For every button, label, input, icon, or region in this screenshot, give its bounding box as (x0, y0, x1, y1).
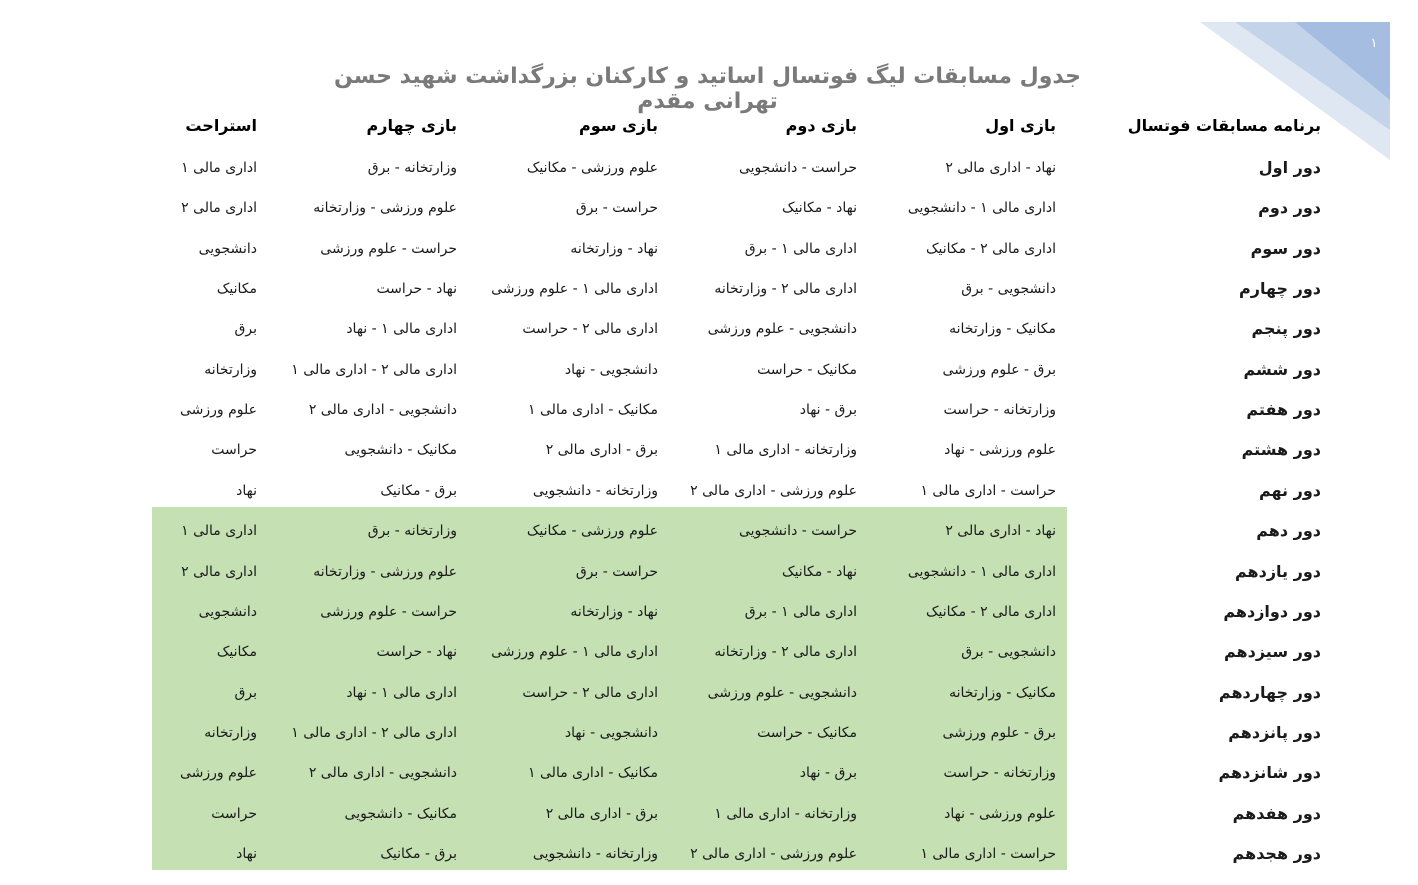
game4-cell: نهاد - حراست (376, 644, 457, 661)
game1-cell: حراست - اداری مالی ۱ (920, 482, 1056, 499)
round-cell: دور شانزدهم (1218, 763, 1321, 783)
round-cell: دور سوم (1250, 238, 1321, 258)
game2-cell: نهاد - مکانیک (782, 563, 857, 580)
header-game4: بازی چهارم (366, 116, 457, 135)
game1-cell: علوم ورزشی - نهاد (944, 442, 1056, 459)
game2-cell: مکانیک - حراست (757, 724, 857, 741)
game3-cell: علوم ورزشی - مکانیک (526, 523, 658, 540)
game3-cell: وزارتخانه - دانشجویی (532, 846, 658, 862)
game1-cell: نهاد - اداری مالی ۲ (945, 160, 1056, 176)
game1-cell: مکانیک - وزارتخانه (949, 321, 1056, 338)
game3-cell: اداری مالی ۱ - علوم ورزشی (491, 644, 658, 661)
table-row (0, 271, 1418, 307)
game4-cell: علوم ورزشی - وزارتخانه (313, 563, 457, 580)
game2-cell: وزارتخانه - اداری مالی ۱ (714, 442, 857, 459)
game1-cell: اداری مالی ۲ - مکانیک (926, 240, 1056, 257)
game2-cell: اداری مالی ۲ - وزارتخانه (714, 281, 857, 298)
game2-cell: علوم ورزشی - اداری مالی ۲ (690, 846, 857, 862)
game1-cell: وزارتخانه - حراست (943, 765, 1056, 782)
game4-cell: نهاد - حراست (376, 281, 457, 298)
table-row (0, 190, 1418, 226)
game4-cell: اداری مالی ۲ - اداری مالی ۱ (291, 724, 457, 741)
game3-cell: نهاد - وزارتخانه (570, 240, 658, 257)
round-cell: دور هفدهم (1232, 803, 1321, 823)
rest-cell: اداری مالی ۲ (181, 200, 257, 217)
rest-cell: دانشجویی (198, 240, 257, 257)
game4-cell: برق - مکانیک (380, 846, 457, 862)
game2-cell: برق - نهاد (799, 765, 857, 782)
game2-cell: حراست - دانشجویی (738, 160, 857, 176)
round-cell: دور هفتم (1246, 400, 1321, 420)
game4-cell: علوم ورزشی - وزارتخانه (313, 200, 457, 217)
rest-cell: وزارتخانه (204, 724, 257, 741)
round-cell: دور چهارم (1239, 279, 1321, 299)
game3-cell: وزارتخانه - دانشجویی (532, 482, 658, 499)
game3-cell: نهاد - وزارتخانه (570, 603, 658, 620)
game3-cell: برق - اداری مالی ۲ (545, 442, 658, 459)
game3-cell: دانشجویی - نهاد (564, 361, 658, 378)
game1-cell: اداری مالی ۲ - مکانیک (926, 603, 1056, 620)
header-game3: بازی سوم (579, 116, 658, 135)
game2-cell: علوم ورزشی - اداری مالی ۲ (690, 482, 857, 499)
rest-cell: علوم ورزشی (179, 765, 257, 782)
table-row (0, 150, 1418, 186)
game3-cell: مکانیک - اداری مالی ۱ (528, 765, 658, 782)
round-cell: دور هجدهم (1232, 844, 1321, 863)
game1-cell: حراست - اداری مالی ۱ (920, 846, 1056, 862)
header-round: برنامه مسابقات فوتسال (1127, 116, 1321, 135)
game4-cell: وزارتخانه - برق (367, 523, 457, 540)
table-header-row (0, 108, 1418, 144)
round-cell: دور اول (1258, 158, 1321, 177)
game4-cell: وزارتخانه - برق (367, 160, 457, 176)
rest-cell: نهاد (236, 482, 257, 499)
game1-cell: مکانیک - وزارتخانه (949, 684, 1056, 701)
round-cell: دور دوم (1258, 198, 1321, 218)
page-title: جدول مسابقات لیگ فوتسال اساتید و کارکنان بزرگداشت شهید حسن تهرانی مقدم (333, 64, 1081, 114)
round-cell: دور ششم (1243, 359, 1321, 379)
game3-cell: مکانیک - اداری مالی ۱ (528, 402, 658, 419)
game3-cell: دانشجویی - نهاد (564, 724, 658, 741)
game4-cell: دانشجویی - اداری مالی ۲ (308, 402, 457, 419)
rest-cell: نهاد (236, 846, 257, 862)
game2-cell: مکانیک - حراست (757, 361, 857, 378)
round-cell: دور چهاردهم (1218, 682, 1321, 702)
rest-cell: اداری مالی ۱ (181, 160, 257, 176)
round-cell: دور دوازدهم (1223, 601, 1321, 621)
round-cell: دور سیزدهم (1223, 642, 1321, 662)
game3-cell: اداری مالی ۲ - حراست (522, 684, 658, 701)
game3-cell: علوم ورزشی - مکانیک (526, 160, 658, 176)
game2-cell: دانشجویی - علوم ورزشی (707, 321, 857, 338)
game2-cell: نهاد - مکانیک (782, 200, 857, 217)
game1-cell: برق - علوم ورزشی (942, 361, 1056, 378)
rest-cell: وزارتخانه (204, 361, 257, 378)
table-row (0, 311, 1418, 347)
round-cell: دور نهم (1258, 480, 1321, 500)
game1-cell: برق - علوم ورزشی (942, 724, 1056, 741)
round-cell: دور پانزدهم (1228, 722, 1321, 742)
round-cell: دور هشتم (1241, 440, 1321, 460)
game1-cell: نهاد - اداری مالی ۲ (945, 523, 1056, 540)
table-row (0, 432, 1418, 468)
game2-cell: اداری مالی ۲ - وزارتخانه (714, 644, 857, 661)
rest-cell: حراست (211, 805, 257, 822)
game1-cell: علوم ورزشی - نهاد (944, 805, 1056, 822)
game1-cell: وزارتخانه - حراست (943, 402, 1056, 419)
table-row (0, 231, 1418, 267)
game3-cell: برق - اداری مالی ۲ (545, 805, 658, 822)
game4-cell: مکانیک - دانشجویی (344, 442, 457, 459)
game4-cell: اداری مالی ۲ - اداری مالی ۱ (291, 361, 457, 378)
round-cell: دور پنجم (1251, 319, 1321, 339)
header-game1: بازی اول (985, 116, 1056, 135)
game3-cell: حراست - برق (575, 200, 658, 217)
table-row (0, 836, 1418, 872)
table-row (0, 675, 1418, 711)
table-row (0, 513, 1418, 549)
game4-cell: حراست - علوم ورزشی (320, 240, 457, 257)
game3-cell: اداری مالی ۲ - حراست (522, 321, 658, 338)
rest-cell: اداری مالی ۱ (181, 523, 257, 540)
rest-cell: برق (234, 684, 257, 701)
rest-cell: مکانیک (216, 281, 257, 298)
table-row (0, 755, 1418, 791)
table-row (0, 594, 1418, 630)
game2-cell: حراست - دانشجویی (738, 523, 857, 540)
rest-cell: برق (234, 321, 257, 338)
game4-cell: دانشجویی - اداری مالی ۲ (308, 765, 457, 782)
table-row (0, 554, 1418, 590)
game1-cell: دانشجویی - برق (961, 281, 1056, 298)
page-number: ۱ (1370, 36, 1378, 51)
table-row (0, 392, 1418, 428)
table-row (0, 715, 1418, 751)
table-row (0, 473, 1418, 509)
game2-cell: دانشجویی - علوم ورزشی (707, 684, 857, 701)
game1-cell: اداری مالی ۱ - دانشجویی (907, 200, 1056, 217)
game3-cell: اداری مالی ۱ - علوم ورزشی (491, 281, 658, 298)
rest-cell: مکانیک (216, 644, 257, 661)
header-game2: بازی دوم (785, 116, 857, 135)
game4-cell: اداری مالی ۱ - نهاد (346, 684, 457, 701)
game2-cell: وزارتخانه - اداری مالی ۱ (714, 805, 857, 822)
game1-cell: اداری مالی ۱ - دانشجویی (907, 563, 1056, 580)
round-cell: دور یازدهم (1234, 561, 1321, 581)
game3-cell: حراست - برق (575, 563, 658, 580)
game1-cell: دانشجویی - برق (961, 644, 1056, 661)
game4-cell: برق - مکانیک (380, 482, 457, 499)
game4-cell: مکانیک - دانشجویی (344, 805, 457, 822)
header-rest: استراحت (185, 116, 257, 135)
rest-cell: اداری مالی ۲ (181, 563, 257, 580)
game4-cell: حراست - علوم ورزشی (320, 603, 457, 620)
rest-cell: علوم ورزشی (179, 402, 257, 419)
table-row (0, 796, 1418, 832)
game2-cell: اداری مالی ۱ - برق (744, 603, 857, 620)
game2-cell: اداری مالی ۱ - برق (744, 240, 857, 257)
table-row (0, 634, 1418, 670)
game2-cell: برق - نهاد (799, 402, 857, 419)
table-row (0, 352, 1418, 388)
rest-cell: حراست (211, 442, 257, 459)
game4-cell: اداری مالی ۱ - نهاد (346, 321, 457, 338)
rest-cell: دانشجویی (198, 603, 257, 620)
round-cell: دور دهم (1256, 521, 1321, 541)
